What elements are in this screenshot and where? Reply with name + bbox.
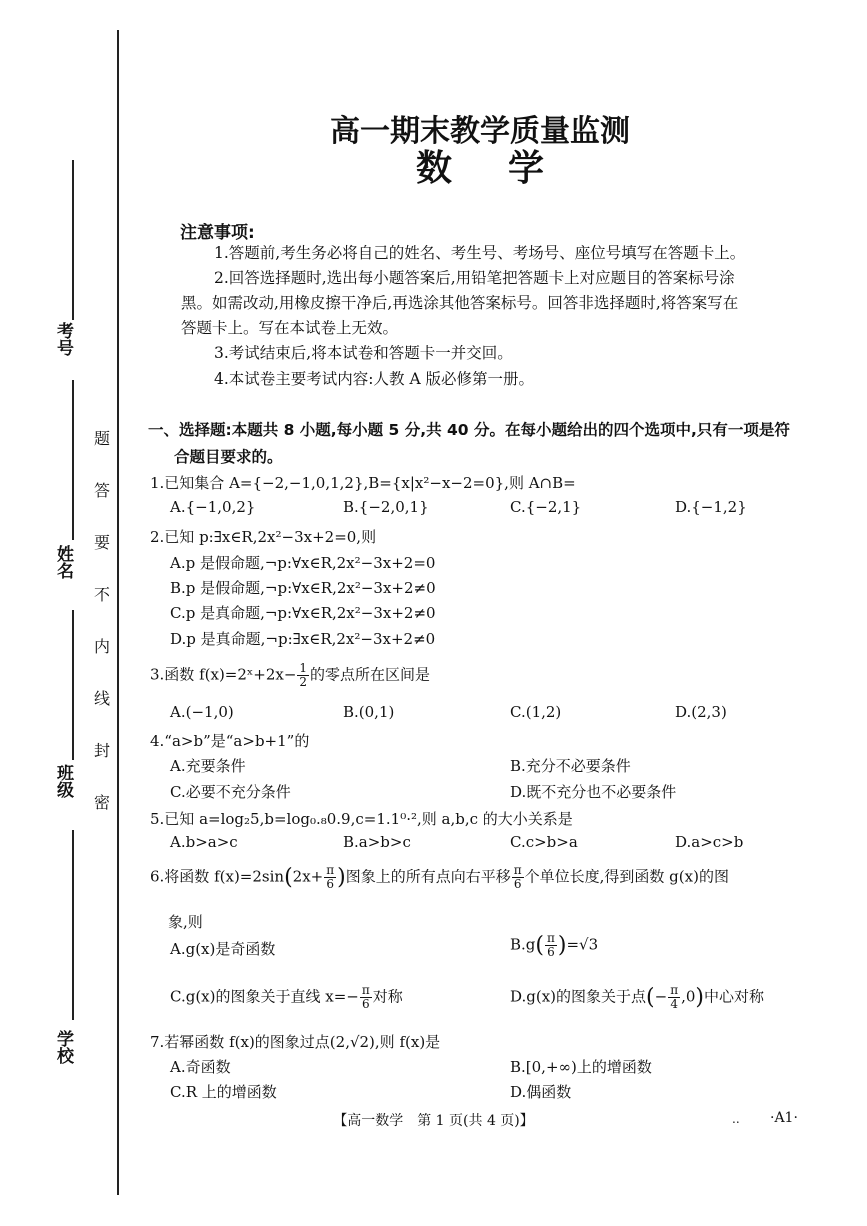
question-4-option-a: A.充要条件 (170, 757, 246, 775)
question-1-option-c: C.{−2,1} (510, 498, 582, 516)
question-4-stem: 4.“a>b”是“a>b+1”的 (150, 732, 310, 750)
banji-line (72, 610, 74, 760)
fraction-pi-over-4: $\frac{\pi}{4}$ (670, 983, 679, 1011)
question-3-option-c: C.(1,2) (510, 703, 562, 721)
question-2-option-c: C.p 是真命题,¬p:∀x∈R,2x²−3x+2≠0 (170, 604, 436, 622)
binding-rule (117, 30, 119, 1195)
question-6-stem-end: 个单位长度,得到函数 g(x)的图 (524, 867, 729, 886)
question-4-option-c: C.必要不充分条件 (170, 783, 291, 801)
question-7-option-a: A.奇函数 (170, 1058, 231, 1076)
question-2-option-b: B.p 是假命题,¬p:∀x∈R,2x²−3x+2≠0 (170, 579, 436, 597)
notice-item-2-line-1: 2.回答选择题时,选出每小题答案后,用铅笔把答题卡上对应题目的答案标号涂 (214, 269, 735, 287)
seal-char: 线 (93, 689, 110, 708)
section-heading (148, 417, 828, 471)
kaohao-line (72, 160, 74, 320)
question-5-option-c: C.c>b>a (510, 833, 578, 851)
question-7-option-c: C.R 上的增函数 (170, 1083, 277, 1101)
question-5-stem: 5.已知 a=log₂5,b=log₀.₈0.9,c=1.1⁰·²,则 a,b,c 的大小关系是 (150, 810, 573, 828)
notice-item-2-line-2: 黑。如需改动,用橡皮擦干净后,再选涂其他答案标号。回答非选择题时,将答案写在 (181, 294, 739, 312)
seal-char: 封 (93, 741, 110, 760)
section-heading-line-2: 合题目要求的。 (174, 448, 283, 466)
xingming-label: 姓名 (53, 545, 73, 579)
question-1-stem: 1.已知集合 A={−2,−1,0,1,2},B={x|x²−x−2=0},则 A∩B= (150, 474, 576, 492)
question-3-option-d: D.(2,3) (675, 703, 727, 721)
question-3-option-b: B.(0,1) (343, 703, 395, 721)
seal-char: 答 (93, 481, 110, 500)
fraction-one-half: $\frac{1}{2}$ (299, 661, 308, 689)
question-3-stem (150, 662, 430, 689)
question-6-option-d: D.g(x)的图象关于点(− $\frac{\pi}{4}$ ,0)中心对称 (510, 983, 765, 1011)
question-6-argument: 2x+ (292, 867, 324, 886)
seal-char: 密 (93, 793, 110, 812)
question-6-stem-start: 6.将函数 f(x)=2sin (150, 867, 285, 886)
fraction-pi-over-6: $\frac{\pi}{6}$ (513, 863, 522, 891)
fraction-pi-over-6: $\frac{\pi}{6}$ (361, 983, 370, 1011)
seal-char: 要 (93, 533, 110, 552)
question-2-option-d: D.p 是真命题,¬p:∃x∈R,2x²−3x+2≠0 (170, 630, 436, 648)
question-6-stem: 6.将函数 f(x)=2sin(2x+ $\frac{\pi}{6}$ )图象上的所有点向右平移 $\frac{\pi}{6}$ 个单位长度,得到函数 g(x)的图 (150, 863, 729, 891)
fraction-pi-over-6: $\frac{\pi}{6}$ (326, 863, 335, 891)
question-3-stem-start: 3.函数 f(x)=2ˣ+2x− (150, 665, 297, 684)
section-heading-line-1: 一、选择题:本题共 8 小题,每小题 5 分,共 40 分。在每小题给出的四个选项中,只有一项是符 (148, 421, 790, 439)
question-2-stem: 2.已知 p:∃x∈R,2x²−3x+2=0,则 (150, 528, 377, 546)
notice-item-1: 1.答题前,考生务必将自己的姓名、考生号、考场号、座位号填写在答题卡上。 (214, 244, 746, 262)
question-5-option-a: A.b>a>c (170, 833, 238, 851)
notice-item-2-line-3: 答题卡上。写在本试卷上无效。 (181, 319, 399, 337)
exam-title: 高一期末教学质量监测 (330, 114, 630, 149)
question-6-option-a: A.g(x)是奇函数 (170, 940, 276, 958)
notice-item-4: 4.本试卷主要考试内容:人教 A 版必修第一册。 (214, 370, 535, 388)
question-1-option-a: A.{−1,0,2} (170, 498, 256, 516)
kaohao-label: 考号 (53, 322, 73, 356)
banji-label: 班级 (53, 764, 73, 798)
seal-char: 题 (93, 429, 110, 448)
question-6-option-c: C.g(x)的图象关于直线 x=− $\frac{\pi}{6}$ 对称 (170, 983, 403, 1011)
xuexiao-label: 学校 (53, 1030, 73, 1064)
exam-subject: 数学 (415, 148, 600, 189)
xuexiao-line (72, 830, 74, 1020)
question-5-option-d: D.a>c>b (675, 833, 744, 851)
notice-item-3: 3.考试结束后,将本试卷和答题卡一并交回。 (214, 344, 513, 362)
question-7-stem: 7.若幂函数 f(x)的图象过点(2,√2),则 f(x)是 (150, 1033, 441, 1051)
notice-heading: 注意事项: (180, 223, 255, 243)
xingming-line (72, 380, 74, 540)
question-3-stem-end: 的零点所在区间是 (310, 665, 431, 684)
question-7-option-d: D.偶函数 (510, 1083, 572, 1101)
question-7-option-b: B.[0,+∞)上的增函数 (510, 1058, 652, 1076)
question-4-option-b: B.充分不必要条件 (510, 757, 631, 775)
seal-char: 不 (93, 585, 110, 604)
page-footer: 【高一数学 第 1 页(共 4 页)】 (333, 1113, 534, 1129)
question-2-option-a: A.p 是假命题,¬p:∀x∈R,2x²−3x+2=0 (170, 554, 436, 572)
question-6-stem-line-2: 象,则 (168, 913, 203, 931)
question-5-option-b: B.a>b>c (343, 833, 411, 851)
question-6-stem-middle: 图象上的所有点向右平移 (345, 867, 511, 886)
fraction-pi-over-6: $\frac{\pi}{6}$ (547, 931, 555, 959)
question-1-option-d: D.{−1,2} (675, 498, 747, 516)
seal-char: 内 (93, 637, 110, 656)
question-1-option-b: B.{−2,0,1} (343, 498, 429, 516)
question-6-option-b: B.g( $\frac{\pi}{6}$ )=√3 (510, 931, 599, 959)
question-3-option-a: A.(−1,0) (170, 703, 234, 721)
footer-marks: .. (732, 1112, 740, 1126)
paper-code: ·A1· (770, 1110, 798, 1126)
question-4-option-d: D.既不充分也不必要条件 (510, 783, 677, 801)
